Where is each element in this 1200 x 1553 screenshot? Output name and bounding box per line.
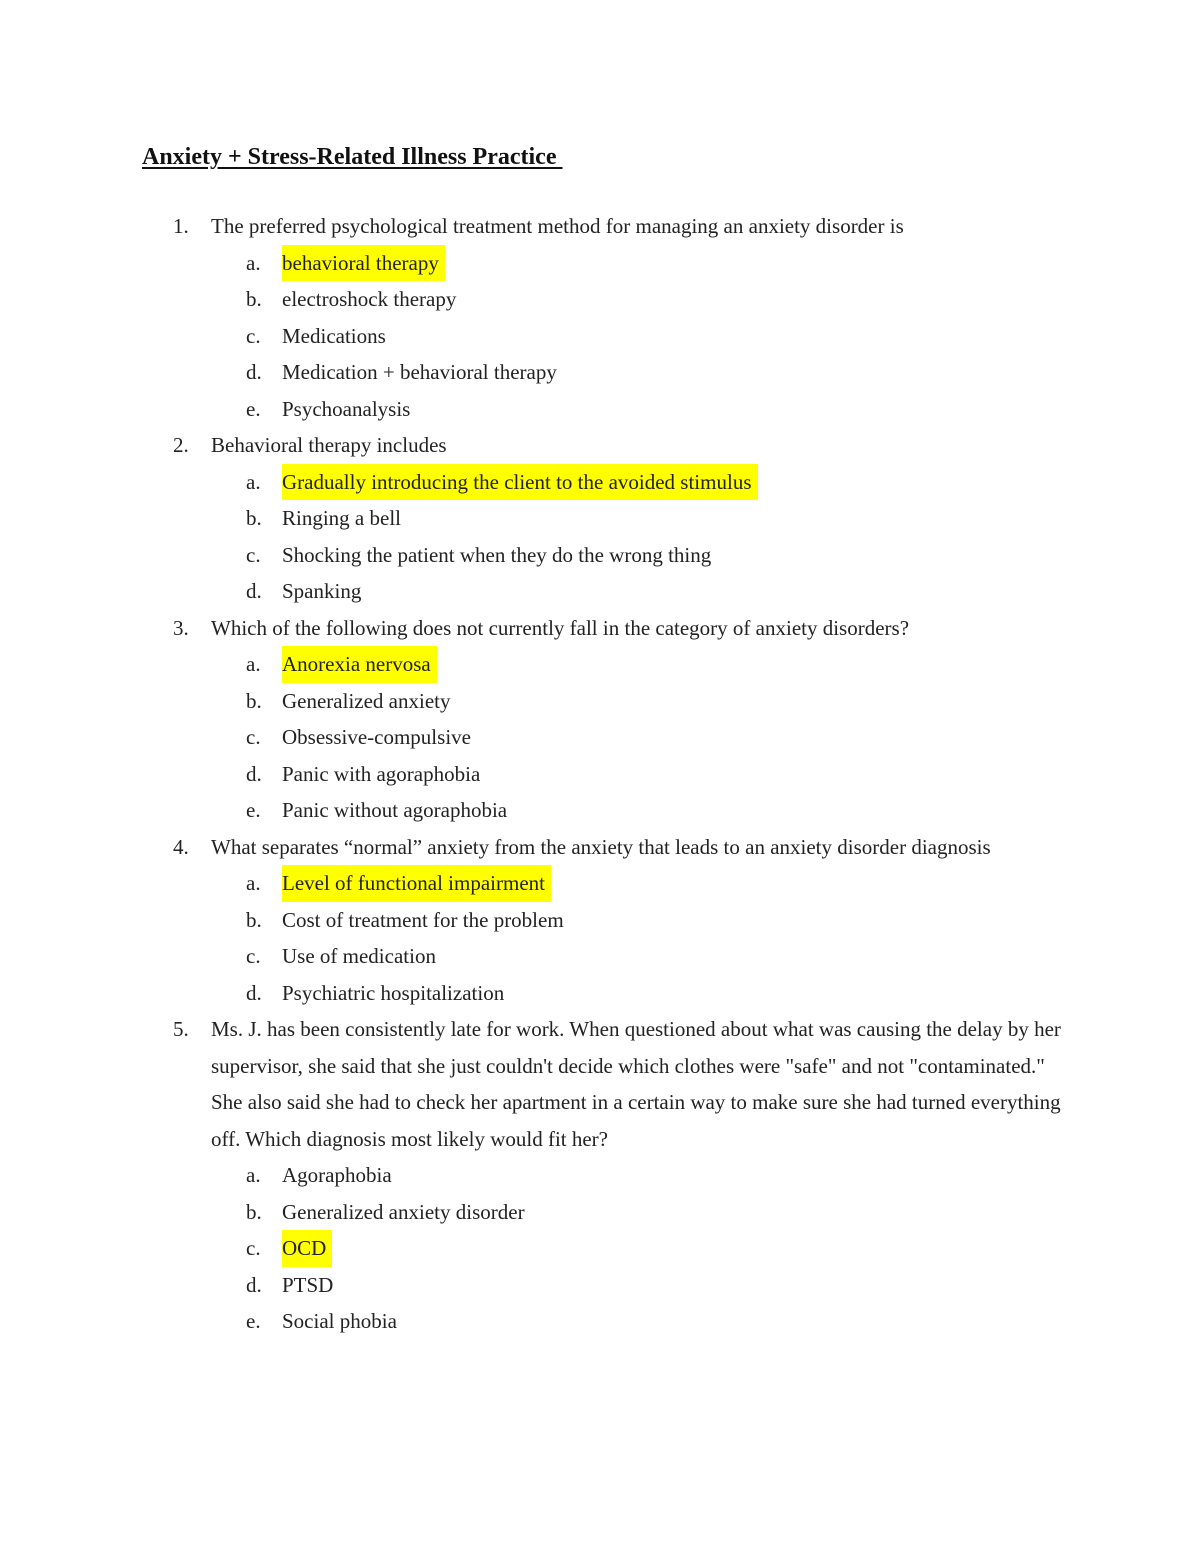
answer-letter: b. <box>246 907 262 932</box>
answer-option <box>0 683 1200 720</box>
answer-text: Panic without agoraphobia <box>282 798 508 822</box>
answer-text: Cost of treatment for the problem <box>282 907 564 932</box>
answer-list <box>0 1157 1200 1340</box>
question-number: 2. <box>173 433 189 457</box>
answer-letter: b. <box>246 688 262 713</box>
question-1 <box>0 208 1200 427</box>
highlighted-answer-text: behavioral therapy <box>282 245 445 282</box>
answer-option <box>0 391 1200 428</box>
answer-letter: c. <box>246 725 261 749</box>
answer-letter: d. <box>246 360 262 384</box>
answer-option <box>0 865 1200 902</box>
answer-text: Agoraphobia <box>282 1163 392 1187</box>
answer-text: Generalized anxiety disorder <box>282 1199 525 1224</box>
answer-option <box>0 792 1200 829</box>
answer-letter: b. <box>246 506 262 530</box>
answer-letter: a. <box>246 652 261 676</box>
answer-letter: d. <box>246 980 262 1005</box>
answer-option <box>0 902 1200 939</box>
answer-option <box>0 938 1200 975</box>
answer-letter: a. <box>246 469 261 494</box>
answer-letter: c. <box>246 944 261 968</box>
highlighted-answer-text: Anorexia nervosa <box>282 646 437 683</box>
answer-letter: a. <box>246 1163 261 1187</box>
answer-letter: d. <box>246 1272 262 1297</box>
document-title: Anxiety + Stress-Related Illness Practice <box>142 144 563 170</box>
answer-letter: e. <box>246 1309 261 1333</box>
question-text: What separates “normal” anxiety from the anxiety that leads to an anxiety disorder diagnosis <box>211 834 991 859</box>
answer-text: Shocking the patient when they do the wrong thing <box>282 542 712 567</box>
highlighted-answer-text: Level of functional impairment <box>282 865 551 902</box>
answer-letter: d. <box>246 579 262 603</box>
answer-option <box>0 245 1200 282</box>
answer-option <box>0 464 1200 501</box>
question-text: Behavioral therapy includes <box>211 433 447 457</box>
question-3 <box>0 610 1200 829</box>
highlighted-answer-text: Gradually introducing the client to the avoided stimulus <box>282 464 758 501</box>
answer-letter: d. <box>246 761 262 786</box>
answer-option <box>0 719 1200 756</box>
answer-option <box>0 646 1200 683</box>
question-5 <box>0 1011 1200 1340</box>
answer-letter: a. <box>246 250 261 275</box>
highlighted-answer-text: OCD <box>282 1230 332 1267</box>
answer-letter: c. <box>246 1236 261 1260</box>
answer-option <box>0 573 1200 610</box>
question-text: The preferred psychological treatment method for managing an anxiety disorder is <box>211 214 904 238</box>
answer-text: Social phobia <box>282 1309 397 1333</box>
answer-letter: b. <box>246 1199 262 1224</box>
answer-letter: b. <box>246 287 262 311</box>
answer-option <box>0 975 1200 1012</box>
question-2 <box>0 427 1200 610</box>
answer-text: electroshock therapy <box>282 287 457 311</box>
answer-text: Generalized anxiety <box>282 688 451 713</box>
question-list <box>0 208 1200 1340</box>
answer-option <box>0 1194 1200 1231</box>
answer-option <box>0 756 1200 793</box>
answer-list <box>0 646 1200 829</box>
answer-option <box>0 1230 1200 1267</box>
question-number: 1. <box>173 214 189 238</box>
answer-text: Psychoanalysis <box>282 396 411 421</box>
answer-letter: c. <box>246 542 261 567</box>
answer-letter: e. <box>246 396 261 421</box>
answer-letter: a. <box>246 871 261 895</box>
question-number: 5. <box>173 1017 189 1041</box>
question-4 <box>0 829 1200 1012</box>
answer-text: Psychiatric hospitalization <box>282 980 505 1005</box>
answer-option <box>0 1303 1200 1340</box>
answer-option <box>0 281 1200 318</box>
answer-text: Use of medication <box>282 944 436 968</box>
answer-option <box>0 354 1200 391</box>
answer-text: Medications <box>282 323 386 348</box>
answer-list <box>0 245 1200 428</box>
answer-letter: e. <box>246 798 261 822</box>
answer-text: Medication + behavioral therapy <box>282 360 557 384</box>
answer-option <box>0 1157 1200 1194</box>
answer-text: Ringing a bell <box>282 506 401 530</box>
answer-option <box>0 1267 1200 1304</box>
question-number: 4. <box>173 834 189 859</box>
answer-text: Panic with agoraphobia <box>282 761 481 786</box>
answer-text: PTSD <box>282 1272 334 1297</box>
question-text: Ms. J. has been consistently late for work. When questioned about what was causing the delay by her supervisor, she said that she just couldn't decide which clothes were "safe" and not "contaminated." She also said she had to check her apartment in a certain way to make sure she had turned everything off. Which diagnosis most likely would fit her? <box>211 1017 1061 1151</box>
answer-option <box>0 318 1200 355</box>
answer-list <box>0 865 1200 1011</box>
answer-text: Obsessive-compulsive <box>282 725 471 749</box>
question-text: Which of the following does not currently fall in the category of anxiety disorders? <box>211 615 910 640</box>
answer-option <box>0 537 1200 574</box>
question-number: 3. <box>173 615 189 640</box>
answer-letter: c. <box>246 323 261 348</box>
answer-option <box>0 500 1200 537</box>
answer-list <box>0 464 1200 610</box>
answer-text: Spanking <box>282 579 362 603</box>
